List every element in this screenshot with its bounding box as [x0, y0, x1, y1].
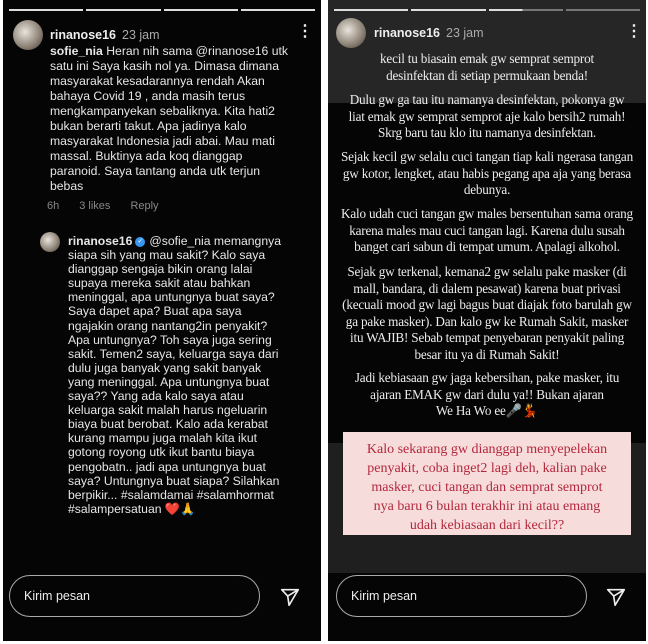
comment-age: 6h — [47, 200, 60, 212]
send-icon[interactable] — [279, 586, 301, 608]
progress-segment — [334, 9, 408, 11]
avatar[interactable] — [336, 18, 366, 48]
more-options-icon[interactable]: ⋮ — [626, 23, 642, 40]
message-input-placeholder: Kirim pesan — [24, 589, 90, 603]
progress-segment — [241, 9, 315, 11]
reply-avatar[interactable] — [40, 232, 60, 252]
story-progress — [9, 9, 315, 11]
story-text-block: Jadi kebiasaan gw jaga kebersihan, pake masker, itu ajaran EMAK gw dari dulu ya!! Bukan ajaran We Ha Wo ee🎤💃 — [354, 370, 620, 418]
progress-segment — [411, 9, 485, 11]
progress-segment — [86, 9, 160, 11]
comment-likes[interactable]: 3 likes — [79, 200, 111, 212]
timestamp: 23 jam — [446, 26, 484, 40]
message-input[interactable] — [336, 575, 587, 617]
message-input-placeholder: Kirim pesan — [351, 589, 417, 603]
story-text-block: Sejak kecil gw selalu cuci tangan tiap kali ngerasa tangan gw kotor, lengket, atau habis pegang apa aja yang berasa debunya. — [341, 149, 633, 197]
reply-button[interactable]: Reply — [130, 200, 159, 212]
story-progress — [334, 9, 640, 11]
progress-segment — [164, 9, 238, 11]
story-panel-right — [328, 0, 646, 641]
story-panel-left — [3, 0, 321, 641]
progress-segment — [566, 9, 640, 11]
progress-segment-current — [489, 9, 563, 11]
verified-badge-icon: ✓ — [135, 237, 145, 247]
story-text-block: Dulu gw ga tau itu namanya desinfektan, pokonya gw liat emak gw semprat semprot aje kalo bersih2 rumah! Skrg baru tau klo itu namanya desinfektan. — [348, 92, 626, 140]
progress-segment — [9, 9, 83, 11]
story-text-block: Kalo udah cuci tangan gw males bersentuhan sama orang karena males mau cuci tangan lagi. Karena dulu susah banget cari sabun di tempat umum. Apalagi alkohol. — [341, 206, 633, 254]
username[interactable]: rinanose16 — [374, 26, 441, 40]
send-icon[interactable] — [605, 586, 627, 608]
username[interactable]: rinanose16 — [50, 28, 117, 42]
comment-text: sofie_nia Heran nih sama @rinanose16 utk satu ini Saya kasih nol ya. Dimasa dimana masyarakat kesadarannya rendah Akan bahaya Covid 19 , anda masih terus mengkampanyekan sebaliknya. Kita hati2 bukan berarti takut. Apa jadinya kalo masyarakat Indonesia jadi abai. Mau mati massal. Buktinya ada koq dianggap paranoid. Saya tantang anda utk terjun bebas — [50, 44, 288, 193]
reply-text: rinanose16 ✓ @sofie_nia memangnya siapa sih yang mau sakit? Kalo saya dianggap sengaja bikin orang lalai supaya mereka sakit atau bahkan meninggal, apa untungnya buat saya? Saya dapet apa? Buat apa saya ngajakin orang nantang2in penyakit? Apa untungnya? Toh saya juga sering sakit. Temen2 saya, keluarga saya dari dulu juga banyak yang sakit banyak yang meninggal. Apa untungnya buat saya?? Yang ada kalo saya atau keluarga sakit malah harus ngeluarin biaya buat berobat. Kalo ada kerabat kurang mampu juga malah kita ikut gotong royong utk ikut bantu biaya pengobatn.. jadi apa untungnya buat saya? Untungnya buat siapa? Silahkan berpikir... #salamdamai #salamhormat #salampersatuan ❤️🙏 — [68, 234, 281, 516]
story-text-block: kecil tu biasain emak gw semprat semprot desinfektan di setiap permukaan benda! — [380, 51, 594, 83]
comment-meta — [47, 200, 159, 212]
reply-username[interactable]: rinanose16 — [68, 234, 133, 248]
highlight-text-box: Kalo sekarang gw dianggap menyepelekan penyakit, coba inget2 lagi deh, kalian pake masker, cuci tangan dan semprat semprot nya baru 6 bulan terakhir ini atau emang udah kebiasaan dari kecil?? — [343, 432, 631, 535]
story-text-block: Sejak gw terkenal, kemana2 gw selalu pake masker (di mall, bandara, di dalem pesawat) karena buat privasi (kecuali mood gw lagi bagus buat diajak foto barulah gw ga pake masker). Dan kalo gw ke Rumah Sakit, masker itu WAJIB! Sebab tempat penyebaran penyakit paling besar itu ya di Rumah Sakit! — [342, 264, 632, 362]
story-header — [374, 24, 484, 42]
story-header — [50, 26, 160, 44]
more-options-icon[interactable]: ⋮ — [297, 23, 313, 40]
comment-username: sofie_nia — [50, 44, 103, 58]
message-input[interactable] — [9, 575, 260, 617]
timestamp: 23 jam — [122, 28, 160, 42]
avatar[interactable] — [13, 20, 43, 50]
